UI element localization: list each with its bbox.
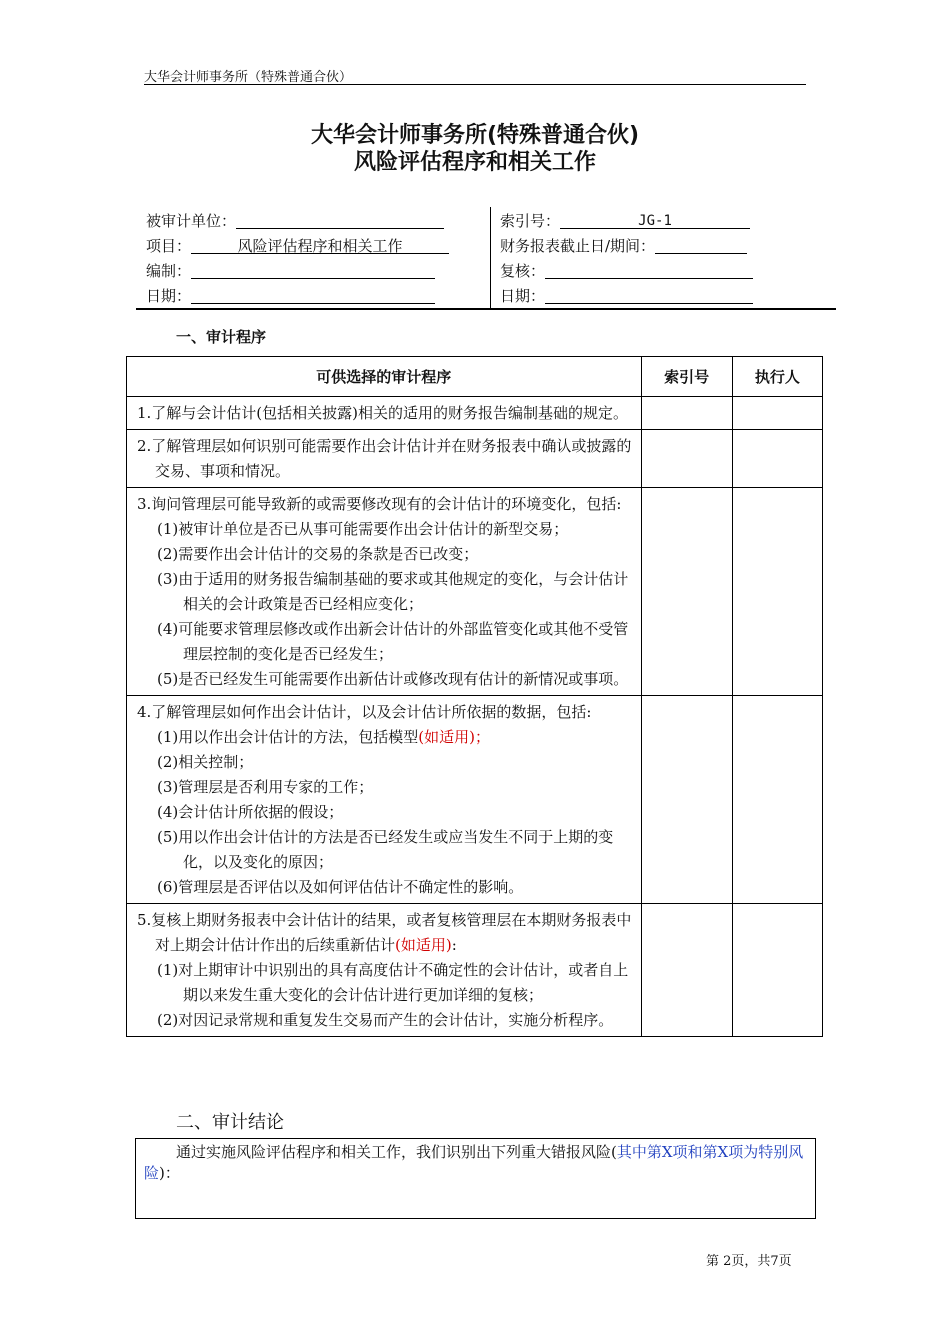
executor-cell[interactable] bbox=[732, 397, 822, 430]
section2-title: 二、审计结论 bbox=[176, 1112, 284, 1133]
procedures-table bbox=[126, 356, 823, 1037]
date-field[interactable] bbox=[191, 285, 435, 304]
table-row bbox=[127, 488, 823, 696]
table-row bbox=[127, 696, 823, 904]
conclusion-text bbox=[144, 1142, 807, 1184]
procedure-5-colon: : bbox=[451, 936, 457, 954]
procedure-3-item-1: (1)被审计单位是否已从事可能需要作出会计估计的新型交易； bbox=[157, 520, 569, 538]
index-cell[interactable] bbox=[641, 430, 732, 488]
procedure-4-item-1-text: (1)用以作出会计估计的方法，包括模型 bbox=[157, 728, 419, 746]
header-index: 索引号 bbox=[641, 357, 732, 397]
page-number: 第 2页，共7页 bbox=[706, 1254, 792, 1269]
procedure-5-item-1: (1)对上期审计中识别出的具有高度估计不确定性的会计估计，或者自上期以来发生重大变化的会计估计进行更加详细的复核； bbox=[157, 961, 629, 1004]
project-row bbox=[146, 235, 449, 257]
procedure-4-item-3: (3)管理层是否利用专家的工作； bbox=[157, 778, 374, 796]
index-cell[interactable] bbox=[641, 696, 732, 904]
procedure-5-note: (如适用) bbox=[395, 936, 452, 954]
procedure-cell bbox=[127, 488, 642, 696]
procedure-4-item-2: (2)相关控制； bbox=[157, 753, 254, 771]
header-executor: 执行人 bbox=[732, 357, 822, 397]
header-firm: 大华会计师事务所（特殊普通合伙） bbox=[144, 70, 353, 85]
project-field[interactable]: 风险评估程序和相关工作 bbox=[191, 235, 449, 254]
table-row bbox=[127, 904, 823, 1037]
date2-label: 日期： bbox=[500, 287, 546, 305]
title-line1: 大华会计师事务所(特殊普通合伙) bbox=[310, 123, 640, 148]
conclusion-text-main: 通过实施风险评估程序和相关工作，我们识别出下列重大错报风险( bbox=[176, 1143, 617, 1161]
audited-entity-field[interactable] bbox=[236, 210, 444, 229]
conclusion-text-end: )： bbox=[159, 1164, 180, 1182]
audited-entity-label: 被审计单位： bbox=[146, 212, 237, 230]
table-header-row bbox=[127, 357, 823, 397]
procedure-3-item-5: (5)是否已经发生可能需要作出新估计或修改现有估计的新情况或事项。 bbox=[157, 670, 629, 688]
procedure-4-item-1 bbox=[137, 725, 632, 750]
procedure-3-item-2: (2)需要作出会计估计的交易的条款是否已改变； bbox=[157, 545, 479, 563]
project-label: 项目： bbox=[146, 237, 192, 255]
header-procedure: 可供选择的审计程序 bbox=[127, 357, 642, 397]
info-block bbox=[136, 207, 836, 310]
conclusion-special-risk: 其中第X项和第X项为特别风险 bbox=[144, 1143, 804, 1182]
prepared-field[interactable] bbox=[191, 260, 435, 279]
executor-cell[interactable] bbox=[732, 430, 822, 488]
page-header bbox=[144, 66, 806, 85]
period-label: 财务报表截止日/期间： bbox=[500, 237, 656, 255]
procedure-4: 4.了解管理层如何作出会计估计，以及会计估计所依据的数据，包括: bbox=[137, 703, 592, 721]
table-row bbox=[127, 397, 823, 430]
procedure-4-item-4: (4)会计估计所依据的假设； bbox=[157, 803, 344, 821]
index-label: 索引号： bbox=[500, 212, 561, 230]
period-field[interactable] bbox=[655, 235, 747, 254]
executor-cell[interactable] bbox=[732, 696, 822, 904]
review-label: 复核： bbox=[500, 262, 546, 280]
date-row bbox=[146, 285, 435, 307]
table-row bbox=[127, 430, 823, 488]
procedure-cell bbox=[127, 696, 642, 904]
date2-field[interactable] bbox=[545, 285, 753, 304]
index-cell[interactable] bbox=[641, 397, 732, 430]
document-title bbox=[0, 122, 950, 176]
prepared-label: 编制： bbox=[146, 262, 192, 280]
procedure-cell bbox=[127, 904, 642, 1037]
prepared-row bbox=[146, 260, 435, 282]
period-row bbox=[500, 235, 747, 257]
procedure-4-item-6: (6)管理层是否评估以及如何评估估计不确定性的影响。 bbox=[157, 878, 524, 896]
audited-entity-row bbox=[146, 210, 444, 232]
procedure-4-item-1-note: (如适用)； bbox=[418, 728, 490, 746]
procedure-cell bbox=[127, 430, 642, 488]
review-field[interactable] bbox=[545, 260, 753, 279]
procedure-1: 1.了解与会计估计(包括相关披露)相关的适用的财务报告编制基础的规定。 bbox=[137, 404, 629, 422]
procedure-3: 3.询问管理层可能导致新的或需要修改现有的会计估计的环境变化，包括: bbox=[137, 495, 622, 513]
procedure-5-item-2: (2)对因记录常规和重复发生交易而产生的会计估计，实施分析程序。 bbox=[157, 1011, 614, 1029]
executor-cell[interactable] bbox=[732, 488, 822, 696]
procedure-2: 2.了解管理层如何识别可能需要作出会计估计并在财务报表中确认或披露的交易、事项和情况。 bbox=[137, 437, 632, 480]
title-line2: 风险评估程序和相关工作 bbox=[353, 150, 596, 175]
conclusion-box[interactable] bbox=[135, 1138, 816, 1219]
date2-row bbox=[500, 285, 753, 307]
procedure-5-text: 5.复核上期财务报表中会计估计的结果，或者复核管理层在本期财务报表中对上期会计估计作出的后续重新估计 bbox=[137, 911, 632, 954]
review-row bbox=[500, 260, 753, 282]
date-label: 日期： bbox=[146, 287, 192, 305]
info-divider bbox=[490, 207, 491, 308]
procedure-5 bbox=[137, 908, 632, 958]
executor-cell[interactable] bbox=[732, 904, 822, 1037]
index-cell[interactable] bbox=[641, 904, 732, 1037]
section1-title: 一、审计程序 bbox=[176, 328, 267, 346]
procedure-cell bbox=[127, 397, 642, 430]
index-cell[interactable] bbox=[641, 488, 732, 696]
procedure-3-item-3: (3)由于适用的财务报告编制基础的要求或其他规定的变化，与会计估计相关的会计政策是否已经相应变化； bbox=[157, 570, 629, 613]
index-row bbox=[500, 210, 750, 232]
index-field[interactable]: JG-1 bbox=[560, 210, 750, 229]
procedure-4-item-5: (5)用以作出会计估计的方法是否已经发生或应当发生不同于上期的变化，以及变化的原因； bbox=[157, 828, 614, 871]
procedure-3-item-4: (4)可能要求管理层修改或作出新会计估计的外部监管变化或其他不受管理层控制的变化是否已经发生； bbox=[157, 620, 629, 663]
